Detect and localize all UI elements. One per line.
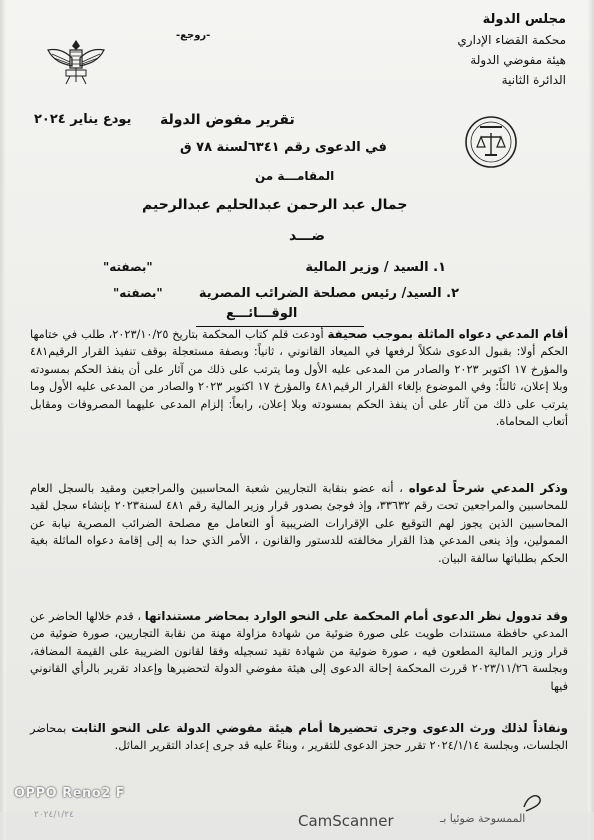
facts-heading: الوقـــائـــع — [226, 306, 298, 321]
paragraph-text: أودعت قلم كتاب المحكمة بتاريخ ٢٠٢٣/١٠/٢٥، طلب في ختامها الحكم أولا: بقبول الدعوى شكلاً لرفعها في الميعاد القانوني ، ثانياً: وبصفة مستعجلة بوقف تنفيذ القرار الرقيم٤٨١ والمؤرخ ١٧ اكتوبر ٢٠٢٣ والصادر من المدعى عليه الأول وما يترتب على ذلك من آثار على أن ينفذ الحكم بمسودته وبلا إعلان، ثالثاً: وفي الموضوع بإلغاء القرار الرقيم٤٨١ والمؤرخ ١٧ اكتوبر ٢٠٢٣ والصادر من المدعى عليه الأول وما يترتب على ذلك من آثار على أن ينفذ الحكم بمسودته وبلا إعلان، رابعاً: إلزام المدعى عليهما المصروفات ومقابل أتعاب المحاماة. — [30, 328, 568, 429]
respondent-1: ١. السيد / وزير المالية — [305, 260, 446, 275]
letterhead-authority: هيئة مفوضي الدولة — [470, 53, 566, 67]
respondent-2-capacity: "بصفته" — [113, 286, 163, 300]
paragraph-text: بمحاضر الجلسات، وبجلسة ٢٠٢٤/١/١٤ تقرر حجز الدعوى للتقرير ، وبناءً عليه قد جرى إعداد التقرير الماثل. — [30, 722, 568, 753]
camera-watermark: OPPO Reno2 F — [14, 786, 126, 801]
paragraph-explanation — [30, 480, 568, 567]
letterhead-circuit: الدائرة الثانية — [501, 73, 566, 87]
letterhead-court: محكمة القضاء الإداري — [457, 33, 566, 47]
state-council-seal-icon — [464, 115, 518, 169]
handwritten-mark-icon — [520, 791, 546, 813]
paragraph-lead: وذكر المدعي شرحاً لدعواه — [408, 481, 568, 495]
respondent-2: ٢. السيد/ رئيس مصلحة الضرائب المصرية — [198, 286, 459, 301]
paragraph-claim — [30, 326, 568, 430]
paragraph-lead: أقام المدعي دعواه الماثلة بموجب صحيفة — [327, 327, 568, 341]
paragraph-lead: ونفاذاً لذلك ورث الدعوى وجرى تحضيرها أمام هيئة مفوضي الدولة على النحو الثابت — [71, 721, 568, 735]
paper-edge-left — [0, 0, 6, 840]
paragraph-text: ، أنه عضو بنقابة التجاريين شعبة المحاسبين والمراجعين ومقيد بالسجل العام للمحاسبين والمراجعين تحت رقم ٣٣٦٣٢، وإذ فوجئ بصدور قرار وزير المالية رقم ٤٨١ لسنة٢٠٢٣ بإنشاء سجل لقيد المحاسبين الذين يجوز لهم التوقيع على الإقرارات الضريبية أو التعامل مع مصلحة الضرائب المصرية نيابة عن الممولين، وإذ ينعى المدعي هذا القرار مخالفته للدستور والقانون ، الأمر الذي حدا به إلى إقامة دعواه الماثلة بغية الحكم بطلباتها سالفة البيان. — [30, 482, 568, 565]
deposit-date: يودع يناير ٢٠٢٤ — [34, 112, 132, 127]
scanner-app-caption: الممسوحة ضوئيا بـ — [440, 812, 526, 825]
filed-by-label: المقامـــة من — [255, 169, 335, 183]
reviewed-note: -روجع- — [176, 30, 211, 41]
paragraph-lead: وقد تدوول نظر الدعوى أمام المحكمة على النحو الوارد بمحاضر مستنداتها — [144, 609, 568, 623]
case-number: في الدعوى رقم ٦٣٤١لسنة ٧٨ ق — [180, 140, 387, 155]
eagle-emblem-icon — [44, 36, 108, 88]
scanner-app-name: CamScanner — [298, 812, 394, 830]
paragraph-text: ، قدم خلالها الحاضر عن المدعي حافظة مستندات طويت على صورة ضوئية من شهادة مزاولة مهنة من نقابة التجاريين، صورة ضوئية من قرار وزير المالية المطعون فيه ، صورة ضوئية من شهادة تقيد تسجيله وفقا لقانون الضريبة على القيمة المضافة، وبجلسة ٢٠٢٣/١١/٢٦ قررت المحكمة إحالة الدعوى إلى هيئة مفوضي الدولة لتحضيرها وإعداد تقرير بالرأي القانوني فيها — [30, 610, 569, 693]
report-title: تقرير مفوض الدولة — [160, 112, 295, 128]
plaintiff-name: جمال عبد الرحمن عبدالحليم عبدالرحيم — [142, 197, 408, 213]
paragraph-preparation — [30, 720, 568, 755]
versus-label: ضـــد — [289, 228, 325, 244]
letterhead-council: مجلس الدولة — [482, 12, 566, 27]
paragraph-proceedings — [30, 608, 568, 695]
letterhead — [457, 10, 566, 90]
paper-edge-right — [588, 0, 594, 840]
capture-date: ٢٠٢٤/١/٢٤ — [34, 810, 74, 820]
respondent-1-capacity: "بصفته" — [103, 260, 153, 274]
